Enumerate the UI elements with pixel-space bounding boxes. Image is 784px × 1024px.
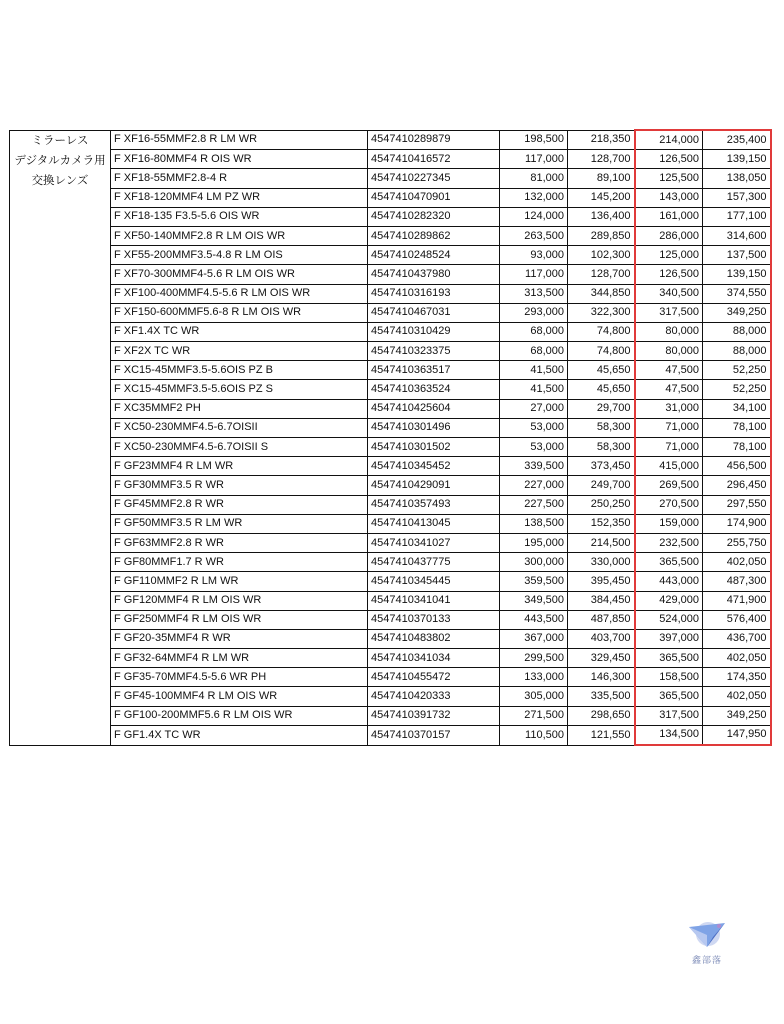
jan-code-cell: 4547410391732	[368, 706, 500, 725]
price-cell: 52,250	[703, 380, 771, 399]
price-cell: 152,350	[568, 514, 635, 533]
table-row	[10, 610, 771, 629]
model-cell: F XF16-80MMF4 R OIS WR	[111, 150, 368, 169]
price-cell: 235,400	[703, 130, 771, 150]
price-cell: 293,000	[500, 303, 568, 322]
table-row	[10, 706, 771, 725]
price-cell: 349,500	[500, 591, 568, 610]
price-cell: 134,500	[635, 725, 703, 745]
price-cell: 102,300	[568, 246, 635, 265]
price-cell: 136,400	[568, 207, 635, 226]
price-cell: 128,700	[568, 265, 635, 284]
price-cell: 121,550	[568, 725, 635, 745]
price-cell: 232,500	[635, 533, 703, 552]
price-cell: 145,200	[568, 188, 635, 207]
price-cell: 249,700	[568, 476, 635, 495]
table-row	[10, 649, 771, 668]
jan-code-cell: 4547410316193	[368, 284, 500, 303]
jan-code-cell: 4547410282320	[368, 207, 500, 226]
price-cell: 415,000	[635, 457, 703, 476]
table-row	[10, 246, 771, 265]
jan-code-cell: 4547410483802	[368, 629, 500, 648]
price-cell: 263,500	[500, 226, 568, 245]
table-row	[10, 342, 771, 361]
price-cell: 317,500	[635, 303, 703, 322]
price-cell: 58,300	[568, 438, 635, 457]
model-cell: F XF1.4X TC WR	[111, 322, 368, 341]
model-cell: F GF100-200MMF5.6 R LM OIS WR	[111, 706, 368, 725]
model-cell: F GF1.4X TC WR	[111, 725, 368, 745]
model-cell: F XF18-55MMF2.8-4 R	[111, 169, 368, 188]
price-cell: 330,000	[568, 553, 635, 572]
model-cell: F XF70-300MMF4-5.6 R LM OIS WR	[111, 265, 368, 284]
price-cell: 289,850	[568, 226, 635, 245]
price-cell: 471,900	[703, 591, 771, 610]
price-cell: 81,000	[500, 169, 568, 188]
price-cell: 68,000	[500, 322, 568, 341]
price-cell: 297,550	[703, 495, 771, 514]
model-cell: F GF50MMF3.5 R LM WR	[111, 514, 368, 533]
jan-code-cell: 4547410416572	[368, 150, 500, 169]
jan-code-cell: 4547410248524	[368, 246, 500, 265]
table-row	[10, 629, 771, 648]
price-cell: 45,650	[568, 361, 635, 380]
price-cell: 147,950	[703, 725, 771, 745]
watermark-text: 鑫部落	[691, 955, 722, 965]
price-cell: 74,800	[568, 342, 635, 361]
price-cell: 397,000	[635, 629, 703, 648]
jan-code-cell: 4547410341041	[368, 591, 500, 610]
price-cell: 313,500	[500, 284, 568, 303]
table-row	[10, 533, 771, 552]
price-cell: 298,650	[568, 706, 635, 725]
price-cell: 344,850	[568, 284, 635, 303]
jan-code-cell: 4547410420333	[368, 687, 500, 706]
price-cell: 214,000	[635, 130, 703, 150]
price-cell: 487,300	[703, 572, 771, 591]
price-cell: 29,700	[568, 399, 635, 418]
price-cell: 340,500	[635, 284, 703, 303]
table-row	[10, 303, 771, 322]
price-cell: 384,450	[568, 591, 635, 610]
price-cell: 126,500	[635, 150, 703, 169]
jan-code-cell: 4547410467031	[368, 303, 500, 322]
model-cell: F GF32-64MMF4 R LM WR	[111, 649, 368, 668]
price-cell: 41,500	[500, 380, 568, 399]
model-cell: F GF35-70MMF4.5-5.6 WR PH	[111, 668, 368, 687]
price-cell: 198,500	[500, 130, 568, 150]
price-cell: 271,500	[500, 706, 568, 725]
jan-code-cell: 4547410341027	[368, 533, 500, 552]
price-cell: 71,000	[635, 438, 703, 457]
jan-code-cell: 4547410301502	[368, 438, 500, 457]
price-cell: 53,000	[500, 438, 568, 457]
price-cell: 305,000	[500, 687, 568, 706]
model-cell: F XF16-55MMF2.8 R LM WR	[111, 130, 368, 150]
price-cell: 402,050	[703, 687, 771, 706]
price-cell: 402,050	[703, 553, 771, 572]
lens-price-table-body	[10, 130, 771, 745]
price-cell: 161,000	[635, 207, 703, 226]
model-cell: F GF45MMF2.8 R WR	[111, 495, 368, 514]
model-cell: F XC35MMF2 PH	[111, 399, 368, 418]
jan-code-cell: 4547410227345	[368, 169, 500, 188]
price-cell: 524,000	[635, 610, 703, 629]
model-cell: F XF50-140MMF2.8 R LM OIS WR	[111, 226, 368, 245]
price-cell: 339,500	[500, 457, 568, 476]
price-cell: 80,000	[635, 322, 703, 341]
category-label-line: ミラーレス	[31, 134, 89, 147]
price-cell: 74,800	[568, 322, 635, 341]
price-cell: 349,250	[703, 706, 771, 725]
table-row	[10, 399, 771, 418]
table-row	[10, 380, 771, 399]
model-cell: F XF2X TC WR	[111, 342, 368, 361]
price-cell: 52,250	[703, 361, 771, 380]
table-row	[10, 418, 771, 437]
table-row	[10, 553, 771, 572]
price-cell: 89,100	[568, 169, 635, 188]
price-cell: 300,000	[500, 553, 568, 572]
jan-code-cell: 4547410323375	[368, 342, 500, 361]
jan-code-cell: 4547410370133	[368, 610, 500, 629]
jan-code-cell: 4547410345445	[368, 572, 500, 591]
price-cell: 110,500	[500, 725, 568, 745]
table-row	[10, 322, 771, 341]
model-cell: F GF250MMF4 R LM OIS WR	[111, 610, 368, 629]
price-cell: 227,500	[500, 495, 568, 514]
table-row	[10, 476, 771, 495]
price-cell: 365,500	[635, 553, 703, 572]
price-cell: 159,000	[635, 514, 703, 533]
price-cell: 487,850	[568, 610, 635, 629]
price-cell: 395,450	[568, 572, 635, 591]
price-cell: 128,700	[568, 150, 635, 169]
price-cell: 286,000	[635, 226, 703, 245]
price-cell: 68,000	[500, 342, 568, 361]
price-cell: 47,500	[635, 380, 703, 399]
jan-code-cell: 4547410413045	[368, 514, 500, 533]
price-cell: 174,900	[703, 514, 771, 533]
category-label-line: デジタルカメラ用	[14, 154, 106, 167]
model-cell: F XC15-45MMF3.5-5.6OIS PZ B	[111, 361, 368, 380]
model-cell: F GF110MMF2 R LM WR	[111, 572, 368, 591]
price-cell: 88,000	[703, 322, 771, 341]
paper-plane-logo-icon	[683, 917, 731, 957]
price-cell: 335,500	[568, 687, 635, 706]
price-cell: 93,000	[500, 246, 568, 265]
table-row	[10, 514, 771, 533]
price-cell: 322,300	[568, 303, 635, 322]
price-cell: 158,500	[635, 668, 703, 687]
price-cell: 146,300	[568, 668, 635, 687]
price-cell: 365,500	[635, 687, 703, 706]
price-cell: 269,500	[635, 476, 703, 495]
price-cell: 58,300	[568, 418, 635, 437]
jan-code-cell: 4547410345452	[368, 457, 500, 476]
price-cell: 576,400	[703, 610, 771, 629]
price-cell: 218,350	[568, 130, 635, 150]
price-cell: 214,500	[568, 533, 635, 552]
jan-code-cell: 4547410363517	[368, 361, 500, 380]
price-cell: 296,450	[703, 476, 771, 495]
price-cell: 436,700	[703, 629, 771, 648]
model-cell: F XC50-230MMF4.5-6.7OISII	[111, 418, 368, 437]
table-row	[10, 130, 771, 150]
price-cell: 132,000	[500, 188, 568, 207]
price-cell: 124,000	[500, 207, 568, 226]
price-cell: 143,000	[635, 188, 703, 207]
model-cell: F GF45-100MMF4 R LM OIS WR	[111, 687, 368, 706]
price-cell: 78,100	[703, 418, 771, 437]
price-cell: 45,650	[568, 380, 635, 399]
jan-code-cell: 4547410363524	[368, 380, 500, 399]
price-cell: 78,100	[703, 438, 771, 457]
jan-code-cell: 4547410470901	[368, 188, 500, 207]
price-cell: 133,000	[500, 668, 568, 687]
table-row	[10, 361, 771, 380]
table-row	[10, 150, 771, 169]
table-row	[10, 226, 771, 245]
price-cell: 195,000	[500, 533, 568, 552]
price-cell: 41,500	[500, 361, 568, 380]
category-label-line: 交換レンズ	[31, 174, 89, 187]
price-cell: 31,000	[635, 399, 703, 418]
price-cell: 71,000	[635, 418, 703, 437]
table-row	[10, 207, 771, 226]
price-cell: 329,450	[568, 649, 635, 668]
price-cell: 299,500	[500, 649, 568, 668]
jan-code-cell: 4547410289862	[368, 226, 500, 245]
jan-code-cell: 4547410455472	[368, 668, 500, 687]
category-label-cell	[10, 130, 111, 745]
price-cell: 365,500	[635, 649, 703, 668]
model-cell: F XF18-135 F3.5-5.6 OIS WR	[111, 207, 368, 226]
price-cell: 137,500	[703, 246, 771, 265]
jan-code-cell: 4547410301496	[368, 418, 500, 437]
table-row	[10, 495, 771, 514]
model-cell: F XF18-120MMF4 LM PZ WR	[111, 188, 368, 207]
price-cell: 270,500	[635, 495, 703, 514]
price-cell: 117,000	[500, 265, 568, 284]
jan-code-cell: 4547410437980	[368, 265, 500, 284]
price-cell: 367,000	[500, 629, 568, 648]
table-row	[10, 572, 771, 591]
jan-code-cell: 4547410437775	[368, 553, 500, 572]
lens-price-table	[9, 129, 772, 746]
jan-code-cell: 4547410429091	[368, 476, 500, 495]
model-cell: F GF23MMF4 R LM WR	[111, 457, 368, 476]
model-cell: F XC15-45MMF3.5-5.6OIS PZ S	[111, 380, 368, 399]
table-row	[10, 591, 771, 610]
price-cell: 177,100	[703, 207, 771, 226]
price-cell: 255,750	[703, 533, 771, 552]
price-cell: 443,000	[635, 572, 703, 591]
price-cell: 138,050	[703, 169, 771, 188]
table-row	[10, 668, 771, 687]
price-cell: 138,500	[500, 514, 568, 533]
price-cell: 359,500	[500, 572, 568, 591]
table-row	[10, 169, 771, 188]
jan-code-cell: 4547410341034	[368, 649, 500, 668]
price-cell: 314,600	[703, 226, 771, 245]
price-cell: 456,500	[703, 457, 771, 476]
price-cell: 27,000	[500, 399, 568, 418]
model-cell: F XF150-600MMF5.6-8 R LM OIS WR	[111, 303, 368, 322]
price-cell: 174,350	[703, 668, 771, 687]
price-cell: 125,500	[635, 169, 703, 188]
jan-code-cell: 4547410289879	[368, 130, 500, 150]
price-cell: 157,300	[703, 188, 771, 207]
price-cell: 88,000	[703, 342, 771, 361]
price-cell: 349,250	[703, 303, 771, 322]
model-cell: F XC50-230MMF4.5-6.7OISII S	[111, 438, 368, 457]
model-cell: F XF55-200MMF3.5-4.8 R LM OIS	[111, 246, 368, 265]
price-cell: 373,450	[568, 457, 635, 476]
price-cell: 117,000	[500, 150, 568, 169]
price-cell: 139,150	[703, 265, 771, 284]
table-row	[10, 457, 771, 476]
price-cell: 139,150	[703, 150, 771, 169]
table-row	[10, 265, 771, 284]
jan-code-cell: 4547410310429	[368, 322, 500, 341]
price-cell: 125,000	[635, 246, 703, 265]
price-cell: 374,550	[703, 284, 771, 303]
table-row	[10, 438, 771, 457]
price-cell: 47,500	[635, 361, 703, 380]
table-row	[10, 284, 771, 303]
price-cell: 126,500	[635, 265, 703, 284]
price-cell: 250,250	[568, 495, 635, 514]
model-cell: F XF100-400MMF4.5-5.6 R LM OIS WR	[111, 284, 368, 303]
table-row	[10, 188, 771, 207]
price-cell: 403,700	[568, 629, 635, 648]
model-cell: F GF120MMF4 R LM OIS WR	[111, 591, 368, 610]
price-cell: 53,000	[500, 418, 568, 437]
price-cell: 34,100	[703, 399, 771, 418]
price-cell: 80,000	[635, 342, 703, 361]
model-cell: F GF80MMF1.7 R WR	[111, 553, 368, 572]
model-cell: F GF20-35MMF4 R WR	[111, 629, 368, 648]
price-cell: 402,050	[703, 649, 771, 668]
price-cell: 443,500	[500, 610, 568, 629]
jan-code-cell: 4547410357493	[368, 495, 500, 514]
model-cell: F GF30MMF3.5 R WR	[111, 476, 368, 495]
watermark-logo	[683, 917, 731, 967]
table-row	[10, 725, 771, 745]
table-row	[10, 687, 771, 706]
price-cell: 317,500	[635, 706, 703, 725]
model-cell: F GF63MMF2.8 R WR	[111, 533, 368, 552]
price-cell: 227,000	[500, 476, 568, 495]
jan-code-cell: 4547410370157	[368, 725, 500, 745]
jan-code-cell: 4547410425604	[368, 399, 500, 418]
price-cell: 429,000	[635, 591, 703, 610]
